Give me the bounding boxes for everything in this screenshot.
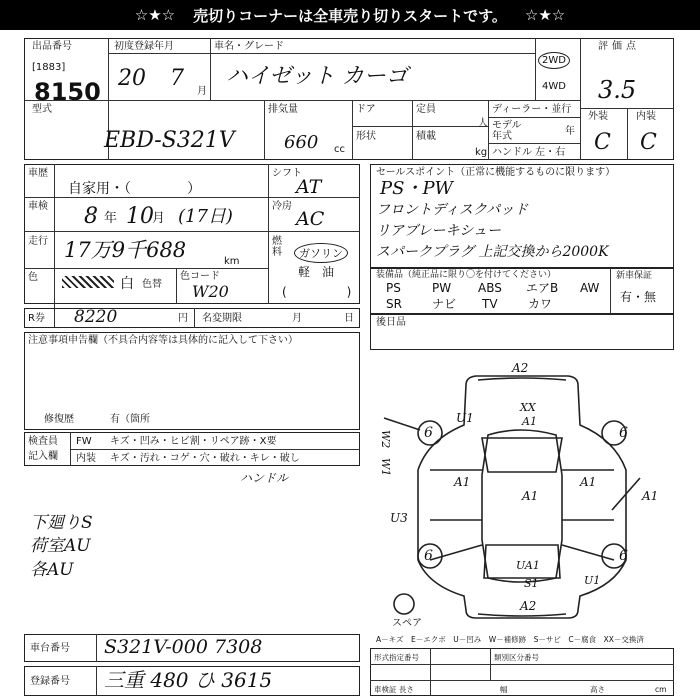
fuel-paren: ( ) xyxy=(282,285,352,299)
hw-note-1: 下廻りS xyxy=(30,513,93,533)
color-value: 白 xyxy=(120,276,134,292)
shift-value: AT xyxy=(296,176,322,198)
new-warranty-value: 有・無 xyxy=(620,290,657,304)
model-year-label: モデル 年式 xyxy=(492,120,522,142)
reg-month: 7 xyxy=(170,66,184,91)
shaken-year: 8 xyxy=(84,204,98,229)
color-label: 色 xyxy=(28,272,38,283)
notes-label: 注意事項申告欄（不具合内容等は具体的に記入して下さい） xyxy=(28,335,298,346)
plate-label: 登録番号 xyxy=(30,676,70,687)
handle-note: ハンドル xyxy=(240,471,289,485)
form-field-3: 車検証 長さ xyxy=(374,685,414,694)
ext-label: 外装 xyxy=(588,111,608,122)
fw-label: FW xyxy=(76,436,92,447)
insp-label: 検査員 xyxy=(28,436,58,447)
form-cm: cm xyxy=(655,685,667,694)
equip-navi: ナビ xyxy=(432,297,457,311)
form-field-1: 形式指定番号 xyxy=(374,653,419,662)
mark-a1-far-right: A1 xyxy=(642,489,659,503)
mark-6-fl: 6 xyxy=(424,425,433,441)
month-unit: 月 xyxy=(197,86,207,97)
ext-grade: C xyxy=(594,130,611,155)
hw-note-3: 各AU xyxy=(30,560,74,580)
fuel-gas: ガソリン xyxy=(294,243,348,263)
cap-unit: 人 xyxy=(478,118,488,129)
banner-stars-right: ☆★☆ xyxy=(524,6,566,24)
equip-pw: PW xyxy=(432,281,452,295)
mark-s1: S1 xyxy=(524,577,539,590)
mark-u1-front: U1 xyxy=(456,411,474,425)
mark-ua1: UA1 xyxy=(516,559,540,572)
equip-label: 装備品（純正品に限り〇を付けてください） xyxy=(376,270,557,280)
lot-label: 出品番号 xyxy=(32,41,72,52)
lot-number: 8150 xyxy=(34,78,101,106)
recycle-yen: 円 xyxy=(178,313,188,324)
equip-sr: SR xyxy=(386,297,402,311)
disp-value: 660 xyxy=(284,132,319,153)
mileage-value: 17万9千688 xyxy=(64,238,187,262)
color-code: W20 xyxy=(192,282,229,301)
reg-label: 初度登録年月 xyxy=(114,41,174,52)
shape-label: 形状 xyxy=(356,131,376,142)
mark-a1-center: A1 xyxy=(522,489,539,503)
int-label: 内装 xyxy=(636,111,656,122)
equip-ps: PS xyxy=(386,281,401,295)
selling-line-2: フロントディスクパッド xyxy=(376,202,529,218)
fuel-diesel: 軽 油 xyxy=(298,265,335,279)
new-warranty-label: 新車保証 xyxy=(616,271,653,281)
form-field-2: 類別区分番号 xyxy=(494,653,539,662)
recycle-label: R券 xyxy=(28,313,45,324)
mark-w1: W1 xyxy=(379,458,392,477)
load-unit: kg xyxy=(475,147,488,158)
handle-label: ハンドル 左・右 xyxy=(492,147,566,158)
plate-value: 三重 480 ひ 3615 xyxy=(104,668,273,692)
selling-label: セールスポイント（正常に機能するものに限ります） xyxy=(376,167,616,178)
banner-stars-left: ☆★☆ xyxy=(134,6,176,24)
score-label: 評価点 xyxy=(598,41,640,52)
mark-u1-rear: U1 xyxy=(584,574,601,587)
back-label: 後日品 xyxy=(376,317,406,328)
reg-year: 20 xyxy=(118,66,146,91)
mark-u3: U3 xyxy=(390,511,408,525)
ac-value: AC xyxy=(296,208,325,230)
history-label: 車歴 xyxy=(28,168,48,179)
disp-unit: cc xyxy=(334,144,345,155)
mark-rear-a2: A2 xyxy=(520,599,537,613)
int-note-label: 内装 xyxy=(76,453,96,464)
shift-label: シフト xyxy=(272,168,302,179)
equip-airbag: エアB xyxy=(526,281,559,295)
shaken-gatsu: 月 xyxy=(152,211,166,226)
ac-label: 冷房 xyxy=(272,201,292,212)
mark-6-rl: 6 xyxy=(424,548,433,564)
repair-label: 修復歴 xyxy=(44,414,74,425)
chassis-value: S321V-000 7308 xyxy=(104,636,263,658)
fuel-label: 燃料 xyxy=(272,236,282,258)
form-field-4: 幅 xyxy=(500,685,508,694)
fill-label: 記入欄 xyxy=(28,451,58,462)
history-value: 自家用・（ ） xyxy=(68,181,201,197)
shaken-day: (17日) xyxy=(178,206,233,227)
equip-abs: ABS xyxy=(478,281,502,295)
form-field-5: 高さ xyxy=(590,685,605,694)
load-label: 積載 xyxy=(416,131,436,142)
door-label: ドア xyxy=(356,104,376,115)
selling-line-4: スパークプラグ 上記交換から2000K xyxy=(376,244,609,260)
shaken-month: 10 xyxy=(126,204,154,229)
mark-front-a2: A2 xyxy=(512,361,529,375)
mark-a1-right: A1 xyxy=(580,475,597,489)
mark-6-rr: 6 xyxy=(619,548,628,564)
mark-xx: XX xyxy=(520,401,536,414)
chassis-label: 車台番号 xyxy=(30,643,70,654)
mileage-label: 走行 xyxy=(28,236,48,247)
legend: A－キズ E－エクボ U－凹み W－補修跡 S－サビ C－腐食 XX－交換済 xyxy=(376,635,644,644)
drive-2wd: 2WD xyxy=(538,52,570,69)
disp-label: 排気量 xyxy=(268,104,298,115)
color-change: 色替 xyxy=(142,279,162,290)
int-note-text: キズ・汚れ・コゲ・穴・破れ・キレ・破し xyxy=(110,453,300,464)
mark-a1-hood: A1 xyxy=(522,415,537,428)
selling-line-1: PS・PW xyxy=(380,178,454,199)
meigi-month: 月 xyxy=(292,313,302,324)
selling-line-3: リアブレーキシュー xyxy=(376,223,502,239)
year-unit: 年 xyxy=(565,126,575,137)
equip-tv: TV xyxy=(482,297,498,311)
shaken-nen: 年 xyxy=(104,211,118,226)
shaken-label: 車検 xyxy=(28,201,48,212)
meigi-label: 名変期限 xyxy=(202,313,242,324)
car-name: ハイゼット カーゴ xyxy=(226,64,408,89)
fw-text: キズ・凹み・ヒビ割・リペア跡・X要 xyxy=(110,436,277,447)
cap-label: 定員 xyxy=(416,104,436,115)
mileage-km: km xyxy=(224,256,240,267)
model-label: 型式 xyxy=(32,104,52,115)
hw-note-2: 荷室AU xyxy=(30,536,91,556)
mark-6-fr: 6 xyxy=(619,425,628,441)
car-label: 車名・グレード xyxy=(214,41,284,52)
spare-label: スペア xyxy=(392,618,422,629)
meigi-day: 日 xyxy=(344,313,354,324)
mark-w2: W2 xyxy=(379,430,392,449)
equip-aw: AW xyxy=(580,281,600,295)
dealer-label: ディーラー・並行 xyxy=(492,104,572,115)
lot-sub: [1883] xyxy=(32,62,66,73)
repair-value: 有（箇所 xyxy=(110,414,150,425)
banner-text: 売切りコーナーは全車売り切りスタートです。 xyxy=(193,6,507,25)
mark-a1-left: A1 xyxy=(454,475,471,489)
score-value: 3.5 xyxy=(598,76,637,104)
color-code-label: 色コード xyxy=(180,271,220,282)
equip-leather: カワ xyxy=(528,297,553,311)
model-value: EBD-S321V xyxy=(104,128,235,153)
drive-4wd: 4WD xyxy=(542,81,566,92)
int-grade: C xyxy=(640,130,657,155)
recycle-value: 8220 xyxy=(74,307,118,327)
